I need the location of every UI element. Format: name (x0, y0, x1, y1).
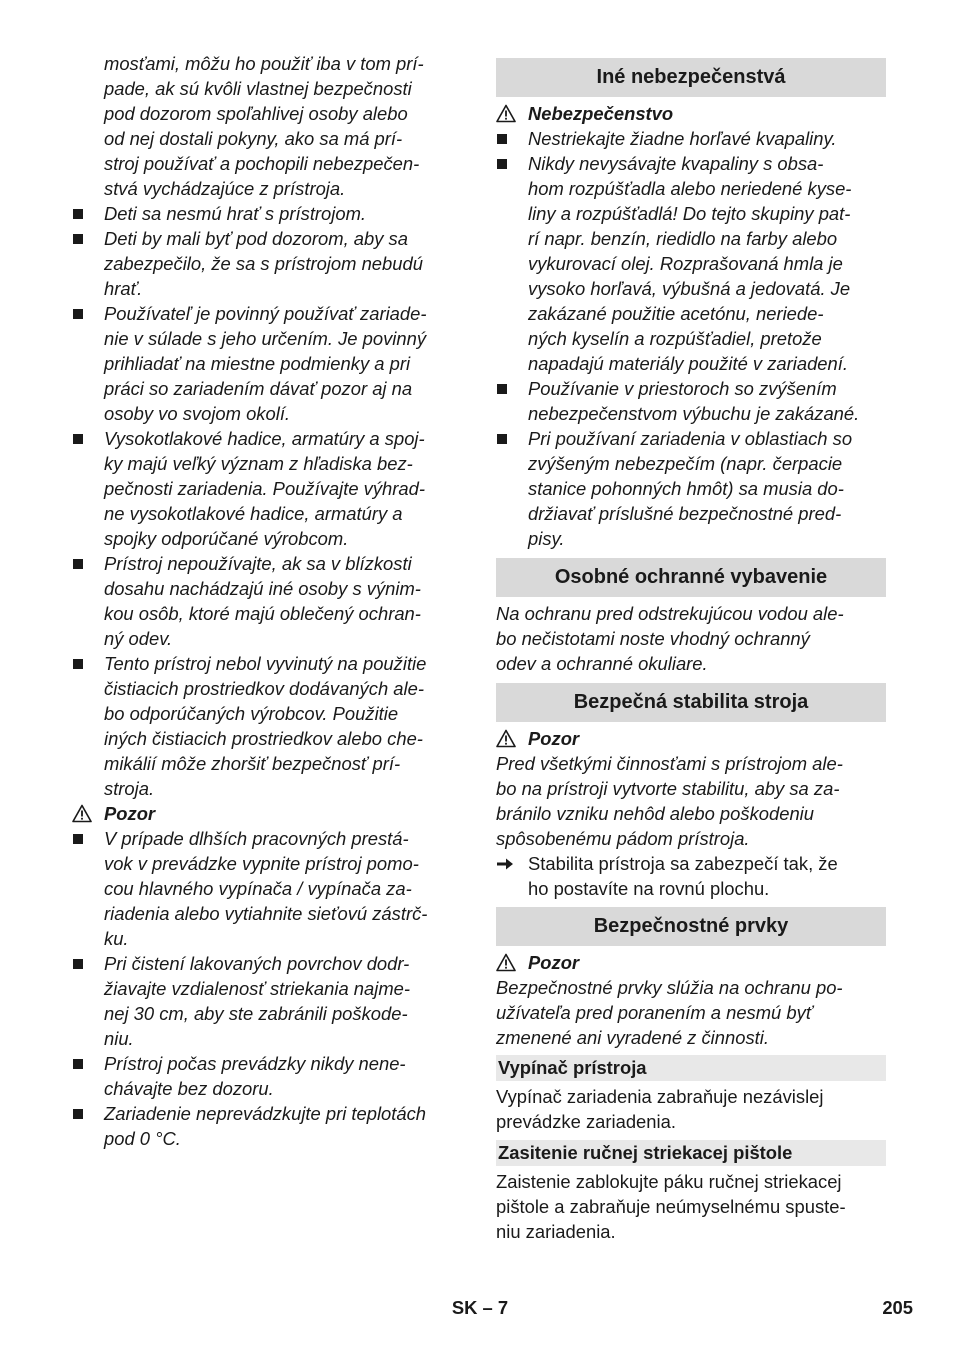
bullet-square-icon (73, 209, 83, 219)
right-column (496, 58, 886, 1244)
paragraph: Vypínač zariadenia zabraňuje nezávislej prevádzke zariadenia. (496, 1086, 824, 1132)
subsection-heading: Vypínač prístroja (496, 1055, 886, 1081)
list-item: Zariadenie neprevádzkujte pri teplotách pod 0 °C. (72, 1101, 462, 1151)
warning-heading: Nebezpečenstvo (496, 101, 886, 126)
warning-heading: Pozor (496, 950, 886, 975)
bullet-square-icon (73, 234, 83, 244)
page-number: 205 (882, 1297, 913, 1318)
bullet-square-icon (73, 659, 83, 669)
bullet-square-icon (497, 434, 507, 444)
bullet-square-icon (73, 1059, 83, 1069)
list-item: Pri používaní zariadenia v oblastiach so zvýšeným nebezpečím (napr. čerpacie stanice pohonných hmôt) sa musia do- držiavať príslušné bezpečnostné pred- pisy. (496, 426, 886, 551)
arrow-right-icon (496, 857, 514, 871)
bullet-square-icon (73, 959, 83, 969)
list-item: V prípade dlhších pracovných prestá- vok v prevádzke vypnite prístroj pomo- cou hlavného vypínača / vypínača za- riadenia alebo vytiahnite sieťovú zástrč- ku. (72, 826, 462, 951)
warning-triangle-icon (496, 953, 516, 972)
bullet-square-icon (73, 834, 83, 844)
list-item: Prístroj nepoužívajte, ak sa v blízkosti dosahu nachádzajú iné osoby s výnim- kou osôb, ktoré majú oblečený ochran- ný odev. (72, 551, 462, 651)
warning-triangle-icon (496, 104, 516, 123)
bullet-square-icon (73, 309, 83, 319)
bullet-square-icon (497, 134, 507, 144)
warning-heading: Pozor (72, 801, 462, 826)
paragraph: Zaistenie zablokujte páku ručnej striekacej pištole a zabraňuje neúmyselnému spuste- niu zariadenia. (496, 1171, 846, 1242)
left-column (72, 51, 462, 1151)
list-item: Nestriekajte žiadne horľavé kvapaliny. (496, 126, 886, 151)
section-heading: Bezpečnostné prvky (496, 907, 886, 946)
list-item: Nikdy nevysávajte kvapaliny s obsa- hom rozpúšťadla alebo neriedené kyse- liny a rozpúšťadlá! Do tejto skupiny pat- rí napr. benzín, riedidlo na farby alebo vykurovací olej. Rozprašovaná hmla je vysoko horľavá, výbušná a jedovatá. Je zakázané použitie acetónu, neriede- ných kyselín a rozpúšťadiel, pretože napadajú materiály použité v zariadení. (496, 151, 886, 376)
list-item: Vysokotlakové hadice, armatúry a spoj- ky majú veľký význam z hľadiska bez- pečnosti zariadenia. Používajte výhrad- ne vysokotlakové hadice, armatúry a spojky odporúčané výrobcom. (72, 426, 462, 551)
subsection-heading: Zasitenie ručnej striekacej pištole (496, 1140, 886, 1166)
section-heading: Osobné ochranné vybavenie (496, 558, 886, 597)
intro-paragraph: mosťami, môžu ho použiť iba v tom prí- pade, ak sú kvôli vlastnej bezpečnosti pod dozorom spoľahlivej osoby alebo od nej dostali pokyny, ako sa má prí- stroj používať a pochopili nebezpečen- stvá vychádzajúce z prístroja. (104, 53, 424, 199)
list-item: Prístroj počas prevádzky nikdy nene- chávajte bez dozoru. (72, 1051, 462, 1101)
list-item: Používanie v priestoroch so zvýšením nebezpečenstvom výbuchu je zakázané. (496, 376, 886, 426)
list-item: Používateľ je povinný používať zariade- nie v súlade s jeho určením. Je povinný prihliadať na miestne podmienky a pri práci so zariadením dávať pozor aj na osoby vo svojom okolí. (72, 301, 462, 426)
bullet-square-icon (497, 384, 507, 394)
bullet-square-icon (73, 559, 83, 569)
paragraph: Bezpečnostné prvky slúžia na ochranu po- užívateľa pred poranením a nesmú byť zmenené ani vyradené z činnosti. (496, 977, 843, 1048)
bullet-square-icon (73, 1109, 83, 1119)
warning-triangle-icon (496, 729, 516, 748)
warning-triangle-icon (72, 804, 92, 823)
paragraph: Pred všetkými činnosťami s prístrojom ale- bo na prístroji vytvorte stabilitu, aby sa za- bránilo vzniku nehôd alebo poškodeniu spôsobenému pádom prístroja. (496, 753, 843, 849)
list-item: Deti by mali byť pod dozorom, aby sa zabezpečilo, že sa s prístrojom nebudú hrať. (72, 226, 462, 301)
bullet-square-icon (497, 159, 507, 169)
section-heading: Iné nebezpečenstvá (496, 58, 886, 97)
bullet-square-icon (73, 434, 83, 444)
list-item: Deti sa nesmú hrať s prístrojom. (72, 201, 462, 226)
page-label: SK – 7 (451, 1297, 509, 1318)
paragraph: Na ochranu pred odstrekujúcou vodou ale- bo nečistotami noste vhodný ochranný odev a ochranné okuliare. (496, 603, 844, 674)
list-item: Tento prístroj nebol vyvinutý na použitie čistiacich prostriedkov dodávaných ale- bo odporúčaných výrobcov. Použitie iných čistiacich prostriedkov alebo che- mikálií môže zhoršiť bezpečnosť prí- stroja. (72, 651, 462, 801)
warning-heading: Pozor (496, 726, 886, 751)
list-item: Pri čistení lakovaných povrchov dodr- žiavajte vzdialenosť striekania najme- nej 30 cm, aby ste zabránili poškode- niu. (72, 951, 462, 1051)
instruction-step: Stabilita prístroja sa zabezpečí tak, že ho postavíte na rovnú plochu. (496, 851, 886, 901)
section-heading: Bezpečná stabilita stroja (496, 683, 886, 722)
